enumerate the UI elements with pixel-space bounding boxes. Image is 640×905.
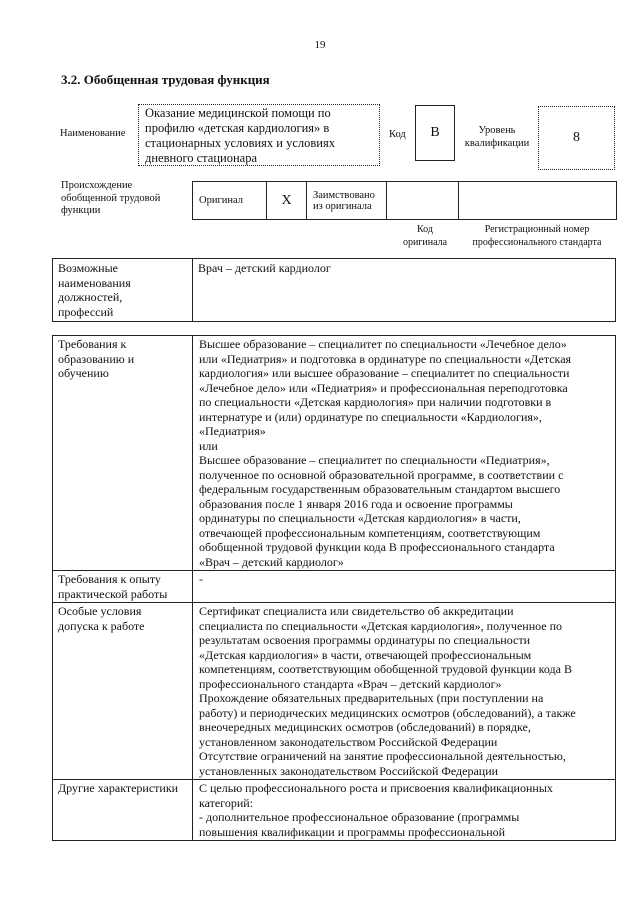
label-line: профессий — [58, 304, 114, 319]
function-name-line: профилю «детская кардиология» в — [145, 121, 330, 135]
other-characteristics-label — [53, 780, 193, 841]
text-line: - дополнительное профессиональное образование (программы — [199, 810, 520, 824]
function-name-line: Оказание медицинской помощи по — [145, 106, 331, 120]
function-name-line: стационарных условиях и условиях — [145, 136, 335, 150]
original-mark: Х — [267, 182, 307, 220]
level-label-line: Уровень — [478, 125, 516, 136]
label-line: Возможные — [58, 261, 118, 275]
education-label — [53, 336, 193, 571]
caption-line: Регистрационный номер — [484, 224, 590, 235]
registration-number-caption — [458, 223, 616, 249]
experience-label — [53, 571, 193, 603]
text-line: результатам освоения программы ординатуры по специальности — [199, 633, 531, 647]
code-label: Код — [389, 129, 406, 140]
code-value: В — [415, 105, 455, 161]
borrowed-label — [307, 182, 387, 220]
text-line: по специальности «Детская кардиология» при наличии подготовки в — [199, 395, 552, 409]
label-line: Требования к опыту — [58, 572, 161, 586]
table-row — [53, 336, 616, 571]
text-line: С целью профессионального роста и присвоения квалификационных — [199, 781, 553, 795]
section-title: 3.2. Обобщенная трудовая функция — [61, 72, 270, 87]
text-line: ординатуры по специальности «Детская кардиология» в части, — [199, 511, 521, 525]
requirements-table — [52, 335, 616, 841]
text-line: Высшее образование – специалитет по специальности «Лечебное дело» — [199, 337, 567, 351]
text-line: профессионального стандарта «Врач – детский кардиолог» — [199, 676, 502, 691]
other-characteristics-value — [193, 780, 616, 841]
table-row — [53, 603, 616, 780]
text-line: установленном законодательством Российской Федерации — [199, 734, 498, 749]
label-line: Другие характеристики — [58, 781, 179, 795]
experience-value — [193, 571, 616, 603]
text-line: установленных законодательством Российской Федерации — [199, 763, 499, 778]
text-line: внеочередных медицинских осмотров (обследований) в порядке, — [199, 720, 531, 734]
origin-label-line: функции — [61, 205, 101, 216]
text-line: «Детская кардиология» в части, отвечающей профессиональным — [199, 647, 532, 662]
text-line: - — [199, 572, 203, 586]
text-line: Отсутствие ограничений на занятие профессиональной деятельностью, — [199, 749, 566, 763]
caption-line: оригинала — [402, 237, 448, 248]
level-value: 8 — [538, 106, 615, 170]
borrowed-label-line: Заимствовано — [313, 189, 375, 201]
text-line: компетенциям, соответствующим обобщенной трудовой функции кода В — [199, 662, 572, 676]
text-line: специалиста по специальности «Детская кардиология», полученное по — [199, 618, 563, 633]
label-line: образованию и — [58, 351, 135, 366]
text-line: «Лечебное дело» или «Педиатрия» и профессиональная переподготовка — [199, 380, 568, 395]
name-label: Наименование — [60, 128, 126, 139]
table-row — [53, 780, 616, 841]
label-line: должностей, — [58, 290, 123, 304]
label-line: наименования — [58, 275, 131, 290]
label-line: Требования к — [58, 337, 127, 351]
original-label: Оригинал — [193, 182, 267, 220]
text-line: федеральным государственным образовательным стандартом высшего — [199, 482, 561, 496]
original-code-caption — [390, 223, 460, 249]
borrowed-label-line: из оригинала — [313, 200, 372, 212]
text-line: обобщенной трудовой функции кода В профессионального стандарта — [199, 540, 555, 554]
function-name-line: дневного стационара — [145, 151, 258, 165]
text-line: полученное по основной образовательной программе, в соответствии с — [199, 467, 564, 482]
label-line: допуска к работе — [58, 618, 145, 633]
text-line: или «Педиатрия» и подготовка в ординатуре по специальности «Детская — [199, 351, 572, 366]
origin-table — [192, 181, 617, 220]
positions-label — [53, 259, 193, 322]
positions-value: Врач – детский кардиолог — [193, 259, 616, 322]
special-conditions-label — [53, 603, 193, 780]
text-line: отвечающей профессиональным компетенциям, соответствующим — [199, 525, 541, 540]
text-line: или — [199, 438, 218, 453]
level-label-line: квалификации — [464, 138, 530, 149]
text-line: Прохождение обязательных предварительных (при поступлении на — [199, 691, 544, 705]
text-line: образования после 1 января 2016 года и освоение программы — [199, 496, 513, 511]
label-line: обучению — [58, 366, 109, 380]
origin-label-line: обобщенной трудовой — [61, 192, 161, 204]
text-line: Высшее образование – специалитет по специальности «Педиатрия», — [199, 453, 550, 467]
positions-table — [52, 258, 616, 322]
function-name-box — [138, 104, 380, 166]
text-line: повышения квалификации и программы профессиональной — [199, 824, 506, 839]
caption-line: Код — [417, 224, 433, 235]
special-conditions-value — [193, 603, 616, 780]
text-line: кардиология» или высшее образование – специалитет по специальности — [199, 366, 570, 380]
table-row — [53, 259, 616, 322]
text-line: интернатуре и (или) ординатуре по специальности «Кардиология», — [199, 409, 542, 424]
text-line: категорий: — [199, 795, 254, 810]
origin-label — [61, 180, 191, 218]
label-line: Особые условия — [58, 604, 142, 618]
registration-number-cell — [459, 182, 617, 220]
origin-label-line: Происхождение — [61, 180, 133, 191]
text-line: работу) и периодических медицинских осмотров (обследований), а также — [199, 705, 576, 720]
level-label — [462, 124, 532, 150]
page-number: 19 — [314, 39, 326, 51]
label-line: практической работы — [58, 586, 168, 601]
caption-line: профессионального стандарта — [472, 237, 602, 248]
table-row — [53, 571, 616, 603]
text-line: «Педиатрия» — [199, 424, 266, 438]
original-code-cell — [387, 182, 459, 220]
text-line: «Врач – детский кардиолог» — [199, 554, 344, 569]
text-line: Сертификат специалиста или свидетельство об аккредитации — [199, 604, 514, 618]
education-value — [193, 336, 616, 571]
